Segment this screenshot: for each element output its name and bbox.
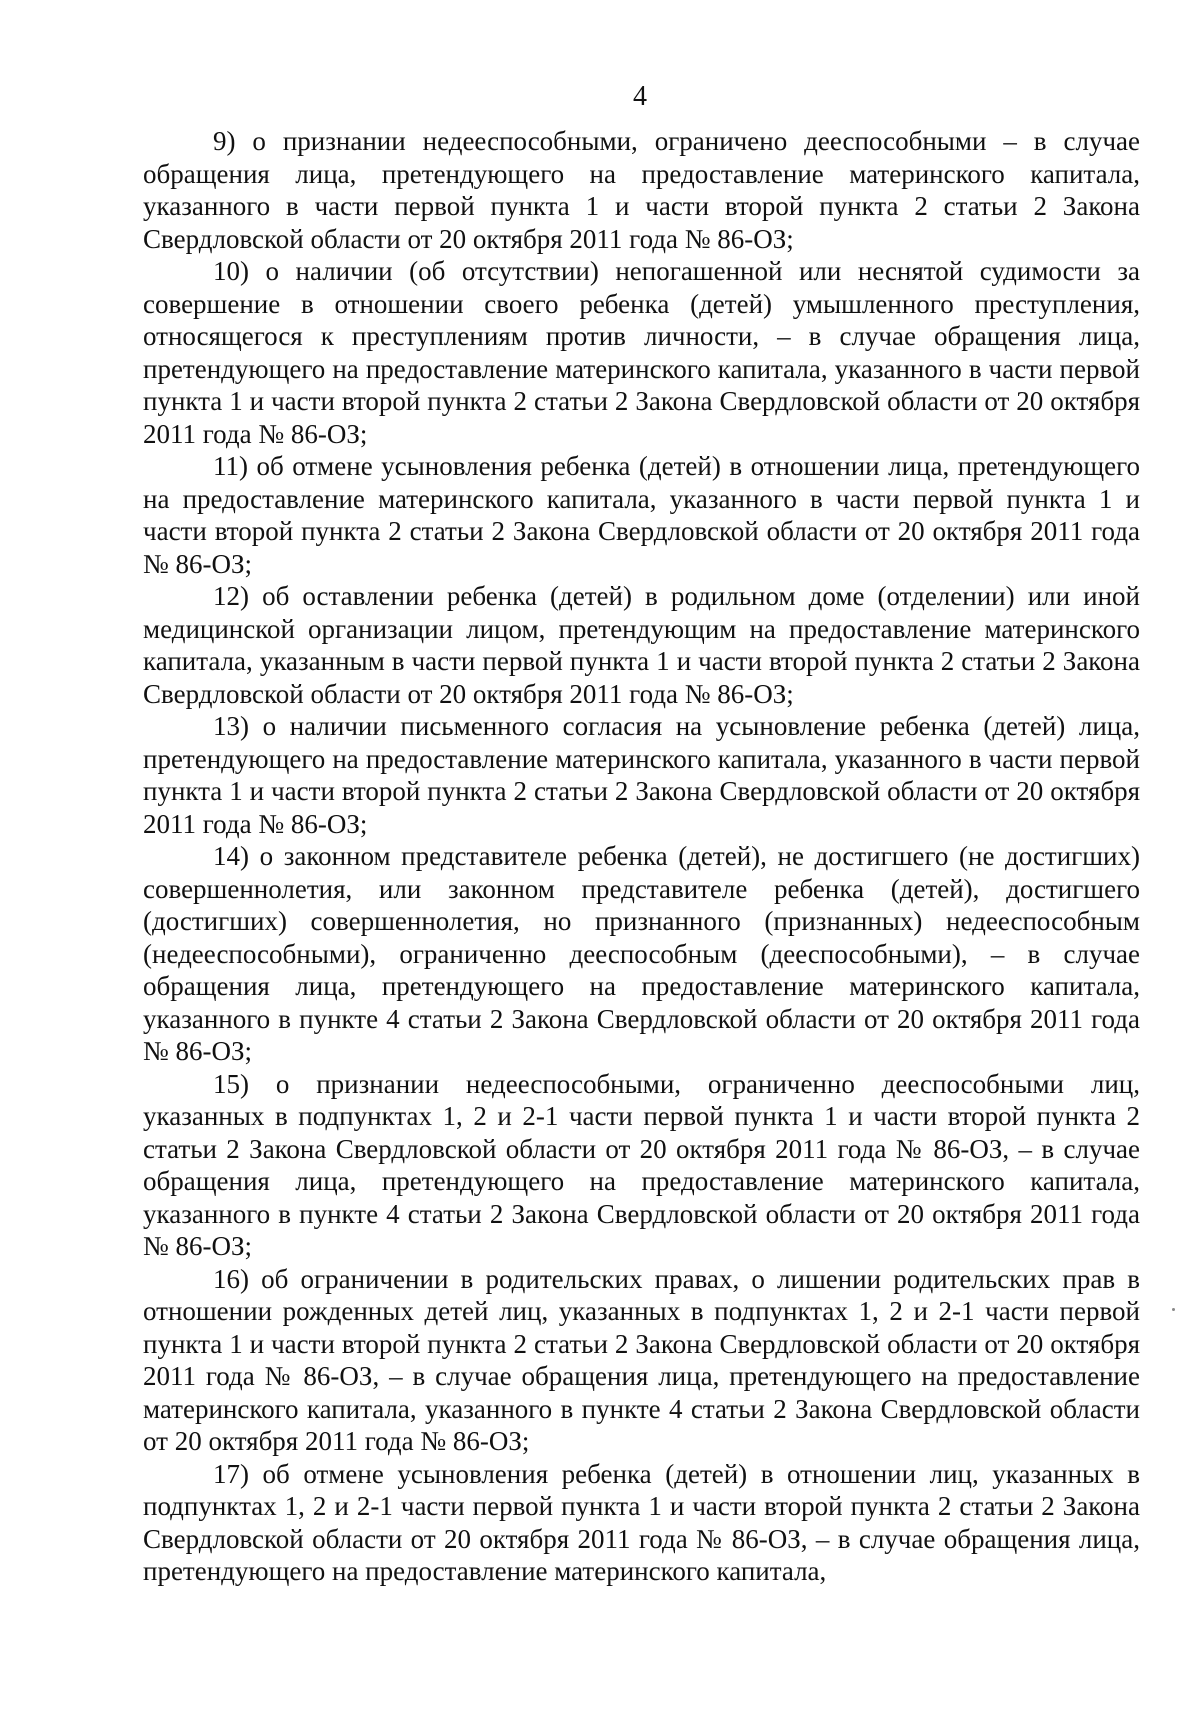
scan-speck <box>1172 1308 1175 1311</box>
list-item-12: 12) об оставлении ребенка (детей) в родильном доме (отделении) или иной медицинской организации лицом, претендующим на предоставление материнского капитала, указанным в части первой пункта 1 и части второй пункта 2 статьи 2 Закона Свердловской области от 20 октября 2011 года № 86-ОЗ; <box>143 581 1140 709</box>
list-item-15: 15) о признании недееспособными, ограниченно дееспособными лиц, указанных в подпунктах 1, 2 и 2-1 части первой пункта 1 и части второй пункта 2 статьи 2 Закона Свердловской области от 20 октября 2011 года № 86-ОЗ, – в случае обращения лица, претендующего на предоставление материнского капитала, указанного в пункте 4 статьи 2 Закона Свердловской области от 20 октября 2011 года № 86-ОЗ; <box>143 1068 1140 1261</box>
list-item-16: 16) об ограничении в родительских правах, о лишении родительских прав в отношении рожденных детей лиц, указанных в подпунктах 1, 2 и 2-1 части первой пункта 1 и части второй пункта 2 статьи 2 Закона Свердловской области от 20 октября 2011 года № 86-ОЗ, – в случае обращения лица, претендующего на предоставление материнского капитала, указанного в пункте 4 статьи 2 Закона Свердловской области от 20 октября 2011 года № 86-ОЗ; <box>143 1263 1140 1456</box>
list-item-9: 9) о признании недееспособными, ограничено дееспособными – в случае обращения лица, претендующего на предоставление материнского капитала, указанного в части первой пункта 1 и части второй пункта 2 статьи 2 Закона Свердловской области от 20 октября 2011 года № 86-ОЗ; <box>143 126 1140 254</box>
document-body <box>143 125 1140 1588</box>
list-item-10: 10) о наличии (об отсутствии) непогашенной или неснятой судимости за совершение в отношении своего ребенка (детей) умышленного преступления, относящегося к преступлениям против личности, – в случае обращения лица, претендующего на предоставление материнского капитала, указанного в части первой пункта 1 и части второй пункта 2 статьи 2 Закона Свердловской области от 20 октября 2011 года № 86-ОЗ; <box>143 256 1140 449</box>
page-number: 4 <box>633 81 647 112</box>
list-item-17: 17) об отмене усыновления ребенка (детей) в отношении лиц, указанных в подпунктах 1, 2 и 2-1 части первой пункта 1 и части второй пункта 2 статьи 2 Закона Свердловской области от 20 октября 2011 года № 86-ОЗ, – в случае обращения лица, претендующего на предоставление материнского капитала, <box>143 1458 1140 1586</box>
list-item-13: 13) о наличии письменного согласия на усыновление ребенка (детей) лица, претендующего на предоставление материнского капитала, указанного в части первой пункта 1 и части второй пункта 2 статьи 2 Закона Свердловской области от 20 октября 2011 года № 86-ОЗ; <box>143 711 1140 839</box>
list-item-11: 11) об отмене усыновления ребенка (детей) в отношении лица, претендующего на предоставление материнского капитала, указанного в части первой пункта 1 и части второй пункта 2 статьи 2 Закона Свердловской области от 20 октября 2011 года № 86-ОЗ; <box>143 451 1140 579</box>
list-item-14: 14) о законном представителе ребенка (детей), не достигшего (не достигших) совершеннолетия, или законном представителе ребенка (детей), достигшего (достигших) совершеннолетия, но признанного (признанных) недееспособным (недееспособными), ограниченно дееспособным (дееспособными), – в случае обращения лица, претендующего на предоставление материнского капитала, указанного в пункте 4 статьи 2 Закона Свердловской области от 20 октября 2011 года № 86-ОЗ; <box>143 841 1140 1066</box>
